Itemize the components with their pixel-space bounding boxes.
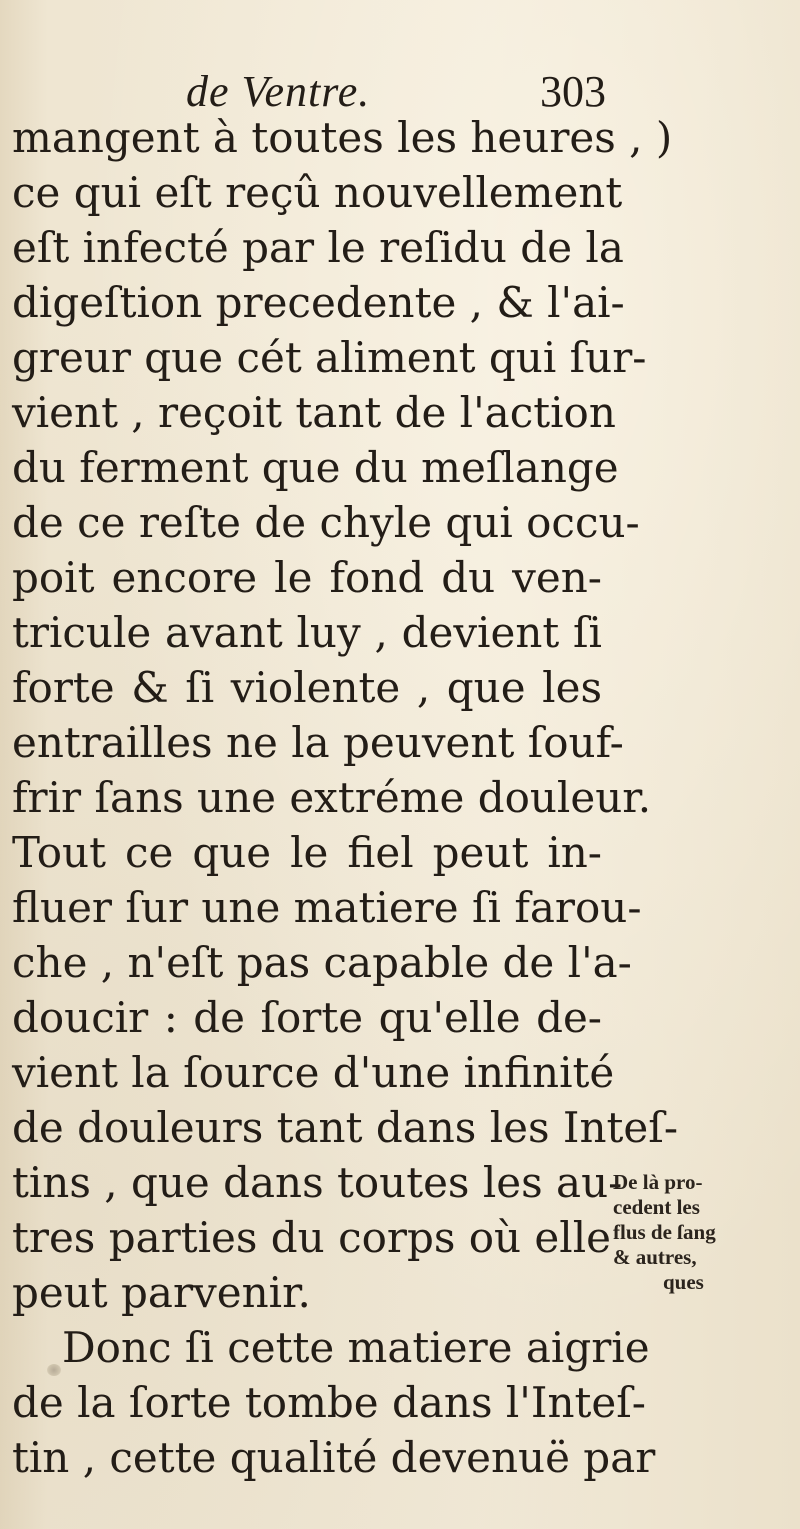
text-line: Tout ce que le fiel peut in- (12, 828, 602, 877)
text-line: peut parvenir. (12, 1268, 311, 1317)
margin-note-line: flus de ſang (613, 1220, 716, 1244)
text-line: eſt infecté par le reſidu de la (12, 223, 624, 272)
text-line: frir ſans une extréme douleur. (12, 773, 652, 822)
text-line: tins , que dans toutes les au- (12, 1158, 623, 1207)
text-line: de la ſorte tombe dans l'Inteſ- (12, 1378, 646, 1427)
running-title: de Ventre. (186, 67, 371, 116)
text-line: greur que cét aliment qui ſur- (12, 333, 647, 382)
text-line: de douleurs tant dans les Inteſ- (12, 1103, 679, 1152)
text-line: digeſtion precedente , & l'ai- (12, 278, 625, 327)
text-line: tres parties du corps où elle (12, 1213, 612, 1262)
text-line: vient , reçoit tant de l'action (12, 388, 616, 437)
margin-note (613, 1170, 793, 1295)
text-line: mangent à toutes les heures , ) (12, 113, 673, 162)
text-line: fluer ſur une matiere ſi farou- (12, 883, 642, 932)
text-line: tricule avant luy , devient ſi (12, 608, 602, 657)
ink-spot (47, 1364, 61, 1376)
text-line: poit encore le fond du ven- (12, 553, 602, 602)
text-line: forte & ſi violente , que les (12, 663, 602, 712)
text-line: doucir : de ſorte qu'elle de- (12, 993, 602, 1042)
margin-note-line: cedent les (613, 1195, 700, 1219)
text-line: che , n'eſt pas capable de l'a- (12, 938, 632, 987)
catchword: ques (663, 1270, 704, 1294)
page-number: 303 (540, 67, 606, 116)
margin-note-line: & autres, (613, 1245, 697, 1269)
margin-note-line: De là pro- (613, 1170, 703, 1194)
text-line: du ferment que du meſlange (12, 443, 619, 492)
text-line: Donc ſi cette matiere aigrie (62, 1323, 650, 1372)
text-line: entrailles ne la peuvent ſouf- (12, 718, 624, 767)
text-line: tin , cette qualité devenuë par (12, 1433, 656, 1482)
text-line: ce qui eſt reçû nouvellement (12, 168, 623, 217)
text-line: de ce reſte de chyle qui occu- (12, 498, 640, 547)
text-line: vient la ſource d'une infinité (12, 1048, 615, 1097)
